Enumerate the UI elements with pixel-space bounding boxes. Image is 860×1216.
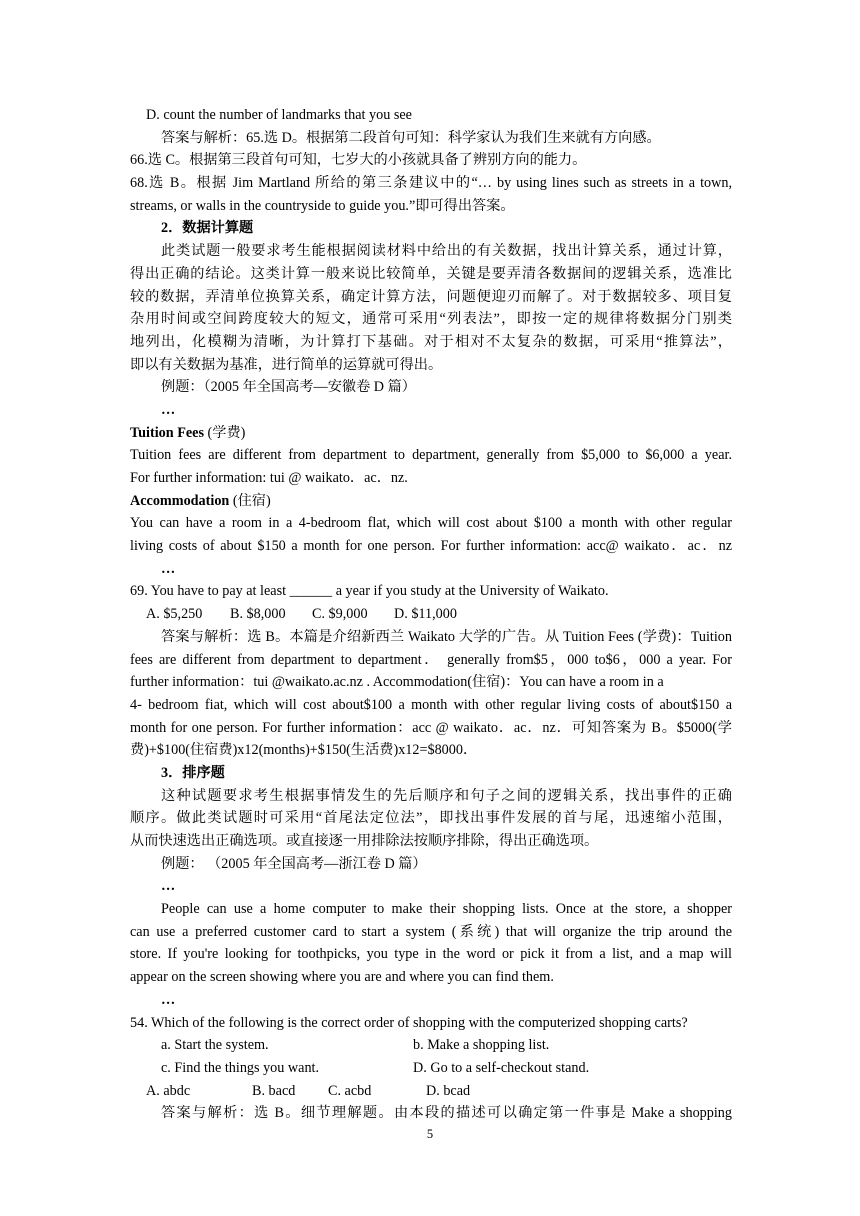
option-item: A. $5,250 <box>146 606 203 623</box>
text-line: appear on the screen showing where you are and where you can find them. <box>130 969 554 986</box>
text-line: 杂用时间或空间跨度较大的短文，通常可采用“列表法”，即按一定的规律将数据分门别类 <box>130 311 732 328</box>
heading-gloss: (学费) <box>203 424 246 441</box>
text-line: 54. Which of the following is the correct order of shopping with the computerized shopping carts? <box>130 1014 688 1031</box>
text-line: D. count the number of landmarks that you see <box>146 107 412 123</box>
text-line: For further information: tui @ waikato．ac．nz. <box>130 470 408 486</box>
text-line: 例题：（2005 年全国高考—安徽卷 D 篇） <box>161 379 416 396</box>
text-line <box>130 1057 732 1080</box>
text-line: 即以有关数据为基准，进行简单的运算就可得出。 <box>130 356 443 373</box>
text-line: 答案与解析：选 B。细节理解题。由本段的描述可以确定第一件事是 Make a shopping <box>161 1105 732 1122</box>
text-line: 这种试题要求考生根据事情发生的先后顺序和句子之间的逻辑关系，找出事件的正确 <box>161 787 732 804</box>
text-line <box>130 1034 732 1057</box>
section-heading: Tuition Fees <box>130 424 204 441</box>
option-item: b. Make a shopping list. <box>413 1037 550 1054</box>
text-line: 3．排序题 <box>161 764 225 781</box>
text-line: … <box>161 991 176 1008</box>
text-line: … <box>161 401 176 418</box>
text-line: store. If you're looking for toothpicks, you type in the word or pick it from a list, and a map will <box>130 946 732 963</box>
text-line: 顺序。做此类试题时可采用“首尾法定位法”，即找出事件发展的首与尾，迅速缩小范围， <box>130 810 732 827</box>
text-line: 费)+$100(住宿费)x12(months)+$150(生活费)x12=$8000． <box>130 742 478 759</box>
text-line: People can use a home computer to make their shopping lists. Once at the store, a shopper <box>161 901 732 918</box>
text-line: 68.选 B。根据 Jim Martland 所给的第三条建议中的“… by using lines such as streets in a town, <box>130 175 732 192</box>
text-line: 答案与解析：选 B。本篇是介绍新西兰 Waikato 大学的广告。从 Tuition Fees (学费)：Tuition <box>161 628 732 645</box>
text-line <box>130 422 732 445</box>
option-item: A. abdc <box>146 1082 191 1099</box>
option-item: B. $8,000 <box>230 606 286 623</box>
option-item: D. bcad <box>426 1082 471 1099</box>
text-line: 从而快速选出正确选项。或直接逐一用排除法按顺序排除，得出正确选项。 <box>130 833 599 849</box>
text-line <box>130 1080 732 1103</box>
text-line: fees are different from department to department． generally from$5，000 to$6，000 a year. For <box>130 651 732 668</box>
text-line: further information：tui @waikato.ac.nz . Accommodation(住宿)：You can have a room in a <box>130 674 664 691</box>
text-line: 4- bedroom fiat, which will cost about$100 a month with other regular living costs of about$150 a <box>130 696 732 713</box>
option-item: B. bacd <box>252 1082 296 1099</box>
text-line: Tuition fees are different from department to department, generally from $5,000 to $6,000 a year. <box>130 447 732 464</box>
text-line <box>130 490 732 513</box>
option-item: C. $9,000 <box>312 606 368 623</box>
text-line: streams, or walls in the countryside to guide you.”即可得出答案。 <box>130 197 515 214</box>
text-line: 66.选 C。根据第三段首句可知，七岁大的小孩就具备了辨别方向的能力。 <box>130 152 587 169</box>
option-item: D. Go to a self-checkout stand. <box>413 1059 590 1076</box>
option-item: c. Find the things you want. <box>161 1059 320 1076</box>
text-line: living costs of about $150 a month for one person. For further information: acc@ waikato．ac．nz <box>130 538 732 555</box>
text-line: … <box>161 878 176 895</box>
option-item: C. acbd <box>328 1082 372 1099</box>
page-number: 5 <box>426 1127 434 1141</box>
text-line: 答案与解析：65.选 D。根据第二段首句可知：科学家认为我们生来就有方向感。 <box>161 129 661 146</box>
option-item: D. $11,000 <box>394 606 457 623</box>
document-body <box>130 104 732 1125</box>
text-line: 例题： （2005 年全国高考—浙江卷 D 篇） <box>161 855 427 872</box>
text-line: You can have a room in a 4-bedroom flat, which will cost about $100 a month with other regular <box>130 515 732 532</box>
text-line: month for one person. For further information：acc @ waikato．ac．nz．可知答案为 B。$5000(学 <box>130 719 732 736</box>
text-line: 69. You have to pay at least ______ a year if you study at the University of Waikato. <box>130 583 609 600</box>
text-line: 此类试题一般要求考生能根据阅读材料中给出的有关数据，找出计算关系，通过计算， <box>161 243 732 260</box>
text-line: 得出正确的结论。这类计算一般来说比较简单，关键是要弄清各数据间的逻辑关系，选准比 <box>130 265 732 282</box>
text-line: … <box>161 560 176 577</box>
section-heading: Accommodation <box>130 492 230 509</box>
text-line: 较的数据，弄清单位换算关系，确定计算方法，问题便迎刃而解了。对于数据较多、项目复 <box>130 288 732 305</box>
text-line <box>130 603 732 626</box>
text-line: can use a preferred customer card to start a system (系统) that will organize the trip around the <box>130 923 732 940</box>
heading-gloss: (住宿) <box>229 492 271 509</box>
option-item: a. Start the system. <box>161 1037 269 1054</box>
text-line: 2．数据计算题 <box>161 220 254 237</box>
text-line: 地列出，化模糊为清晰，为计算打下基础。对于相对不太复杂的数据，可采用“推算法”， <box>130 333 732 350</box>
